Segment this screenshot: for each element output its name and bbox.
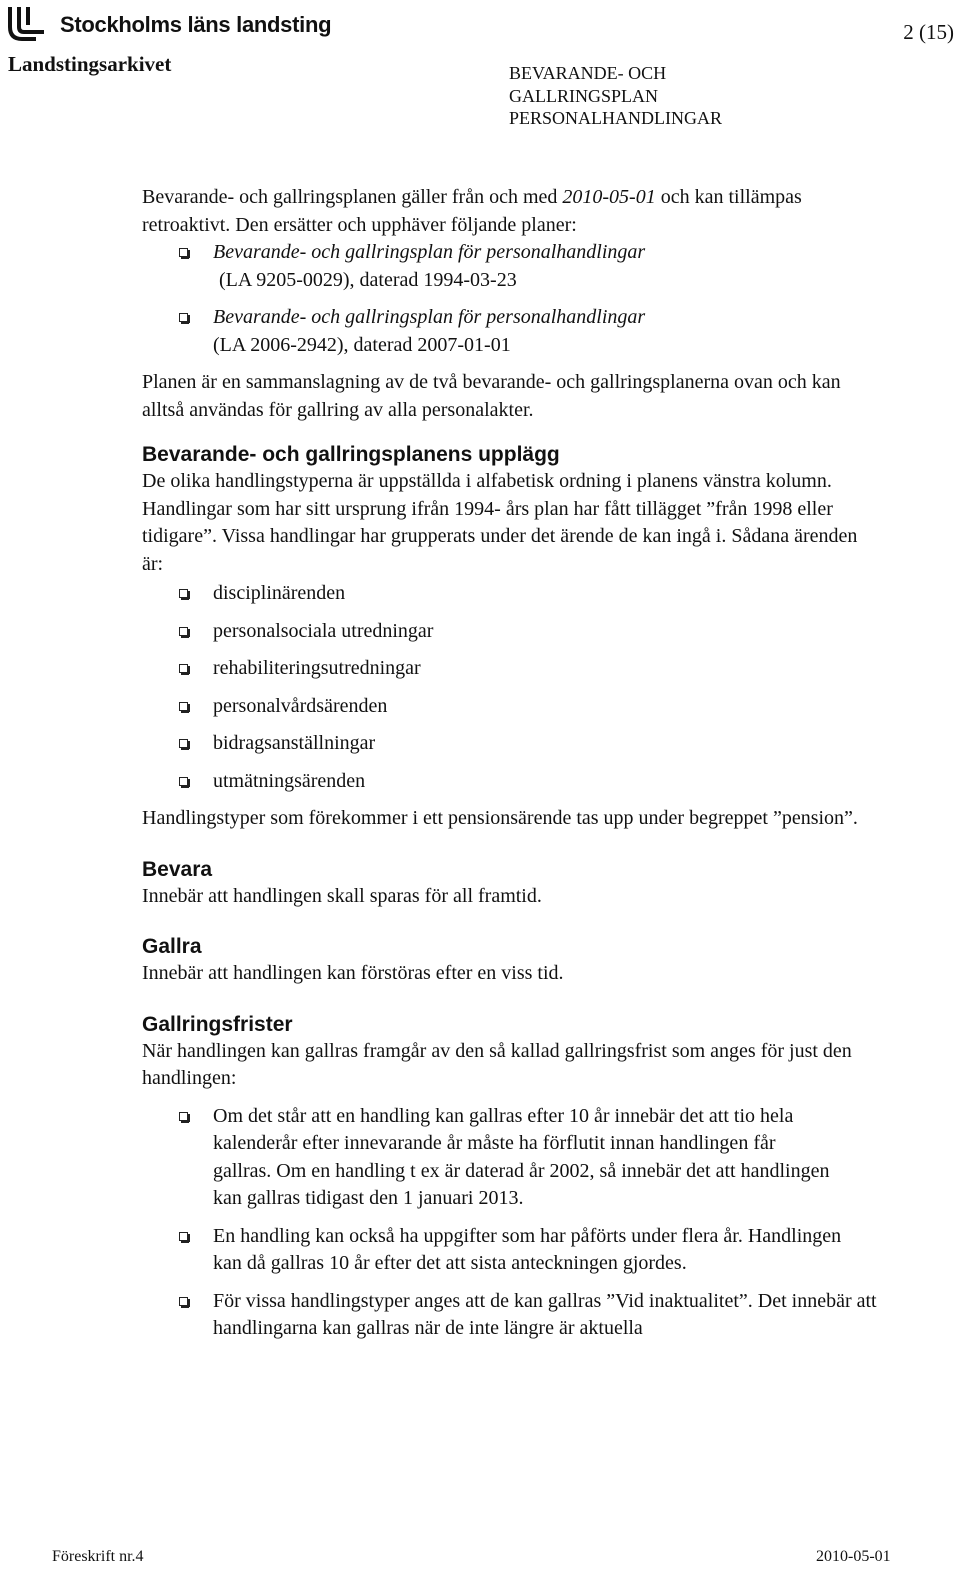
plan-reference: (LA 9205-0029), daterad 1994-03-23 xyxy=(219,268,517,291)
checkbox-bullet-icon xyxy=(179,777,188,786)
footer-regulation-number: Föreskrift nr.4 xyxy=(52,1548,144,1565)
checkbox-bullet-icon xyxy=(179,1297,188,1306)
org-logo xyxy=(6,4,331,46)
document-title-line: GALLRINGSPLAN xyxy=(509,85,659,106)
intro-paragraph: Bevarande- och gallringsplanen gäller från och med 2010-05-01 och kan tillämpas retroaktivt. Den ersätter och upphäver följande planer: xyxy=(142,186,802,236)
plan-title: Bevarande- och gallringsplan för personalhandlingar xyxy=(213,306,646,328)
bevara-text: Innebär att handlingen skall sparas för all framtid. xyxy=(142,884,542,907)
case-list xyxy=(142,580,882,795)
plan-reference: (LA 2006-2942), daterad 2007-01-01 xyxy=(213,333,511,356)
list-item: För vissa handlingstyper anges att de kan gallras ”Vid inaktualitet”. Det innebär att handlingarna kan gallras när de inte längre är aktuella xyxy=(142,1288,882,1343)
structure-paragraph: De olika handlingstyperna är uppställda i alfabetisk ordning i planens vänstra kolumn. Handlingar som har sitt ursprung ifrån 1994- års plan har fått tillägget ”från 1998 eller tidigare”. Vissa handlingar har grupperats under det ärende de kan ingå i. Sådana ärenden är: xyxy=(142,470,858,575)
gallringsfrister-text: När handlingen kan gallras framgår av den så kallad gallringsfrist som anges för just den handlingen: xyxy=(142,1039,852,1089)
list-item: personalsociala utredningar xyxy=(142,618,882,646)
org-name: Stockholms läns landsting xyxy=(60,12,332,37)
list-item: Om det står att en handling kan gallras efter 10 år innebär det att tio hela kalenderår efter innevarande år måste ha förflutit innan handlingen får gallras. Om en handling t ex är daterad år 2002, så innebär det att handlingen kan gallras tidigast den 1 januari 2013. xyxy=(142,1103,882,1213)
checkbox-bullet-icon xyxy=(179,702,188,711)
gallringsfrister-heading: Gallringsfrister xyxy=(142,1012,293,1036)
sll-logo-icon xyxy=(6,5,52,45)
department-name: Landstingsarkivet xyxy=(8,52,172,76)
document-title xyxy=(509,62,722,130)
checkbox-bullet-icon xyxy=(179,248,188,257)
checkbox-bullet-icon xyxy=(179,1232,188,1241)
footer-date: 2010-05-01 xyxy=(816,1548,891,1565)
list-item xyxy=(142,239,882,294)
checkbox-bullet-icon xyxy=(179,739,188,748)
deadline-rules-list xyxy=(142,1103,882,1343)
validity-date: 2010-05-01 xyxy=(562,186,656,208)
page-number: 2 (15) xyxy=(903,20,954,44)
list-item: rehabiliteringsutredningar xyxy=(142,655,882,683)
gallra-text: Innebär att handlingen kan förstöras efter en viss tid. xyxy=(142,962,564,984)
checkbox-bullet-icon xyxy=(179,664,188,673)
merge-paragraph: Planen är en sammanslagning av de två bevarande- och gallringsplanerna ovan och kan alltså användas för gallring av alla personalakter. xyxy=(142,371,841,421)
document-body xyxy=(142,184,882,1343)
pension-paragraph: Handlingstyper som förekommer i ett pensionsärende tas upp under begreppet ”pension”. xyxy=(142,807,858,829)
list-item: bidragsanställningar xyxy=(142,730,882,758)
list-item: disciplinärenden xyxy=(142,580,882,608)
structure-heading: Bevarande- och gallringsplanens upplägg xyxy=(142,443,560,466)
checkbox-bullet-icon xyxy=(179,1112,188,1121)
gallra-heading: Gallra xyxy=(142,935,202,958)
checkbox-bullet-icon xyxy=(179,313,188,322)
list-item: personalvårdsärenden xyxy=(142,693,882,721)
bevara-heading: Bevara xyxy=(142,857,213,881)
list-item: utmätningsärenden xyxy=(142,768,882,796)
list-item: En handling kan också ha uppgifter som har påförts under flera år. Handlingen kan då gallras 10 år efter det att sista anteckningen gjordes. xyxy=(142,1223,882,1278)
list-item xyxy=(142,304,882,359)
checkbox-bullet-icon xyxy=(179,627,188,636)
replaced-plans-list xyxy=(142,239,882,359)
document-title-line: PERSONALHANDLINGAR xyxy=(509,108,723,128)
plan-title: Bevarande- och gallringsplan för personalhandlingar xyxy=(213,241,646,263)
checkbox-bullet-icon xyxy=(179,589,188,598)
document-title-line: BEVARANDE- OCH xyxy=(509,63,667,83)
